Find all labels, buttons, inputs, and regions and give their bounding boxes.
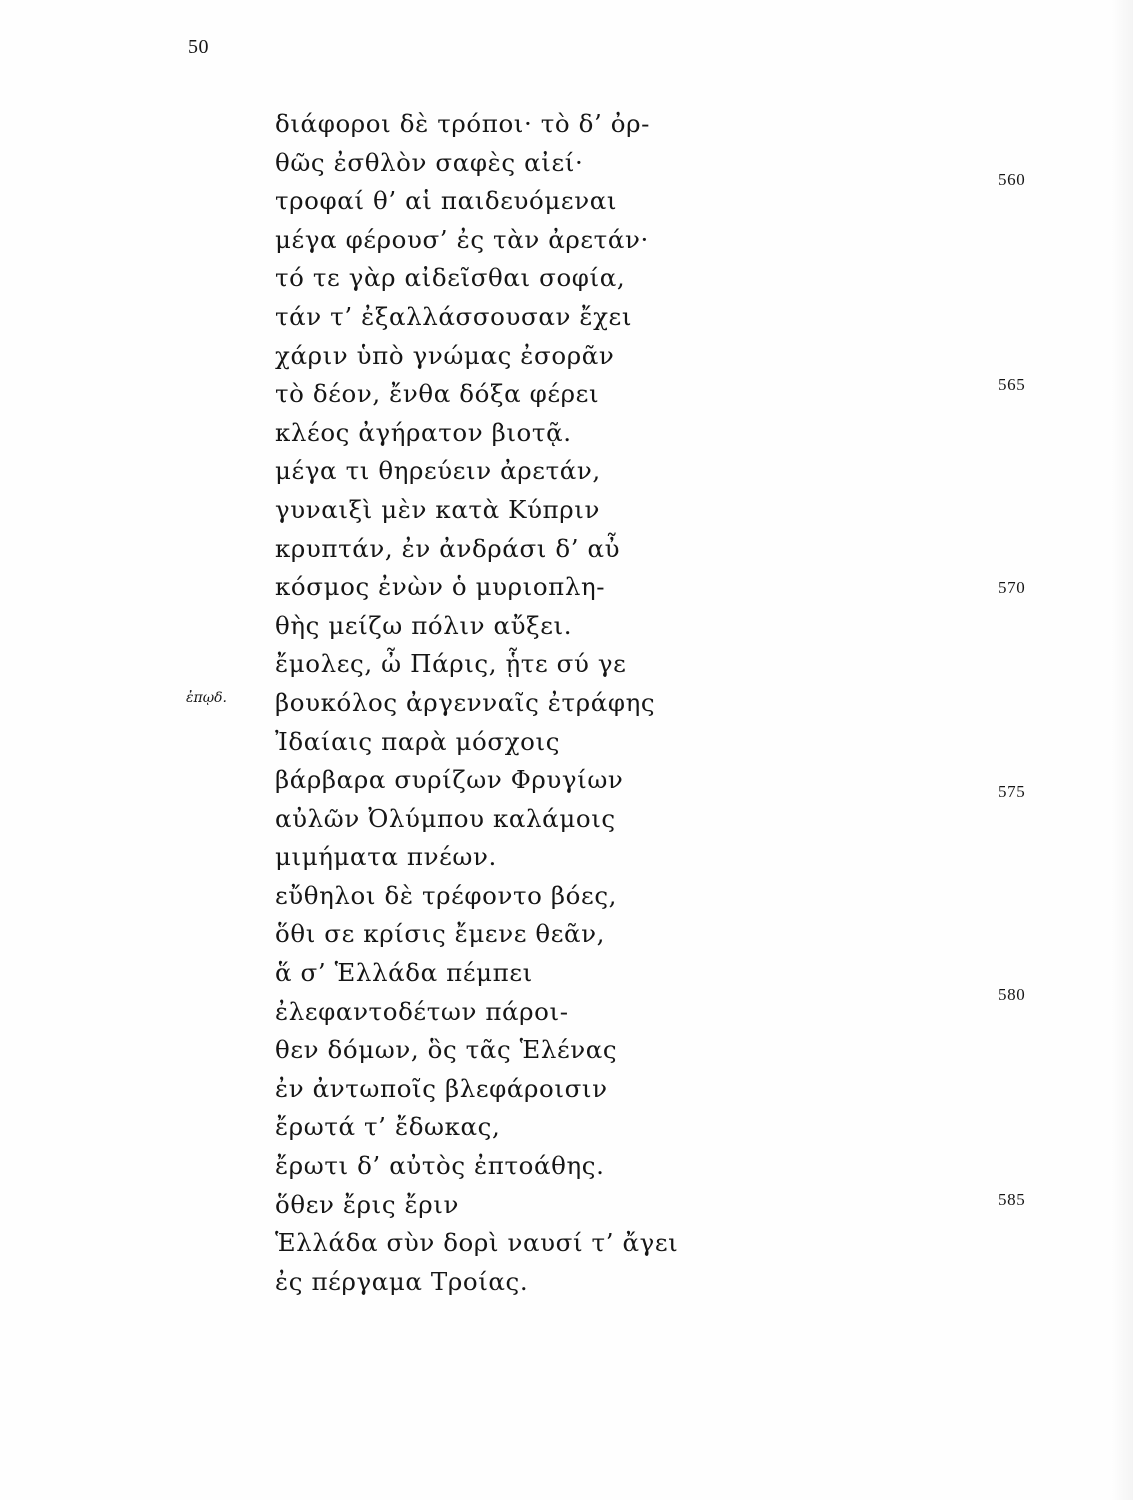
verse-line: ἔρωτά τ’ ἔδωκας, [275,1112,501,1142]
verse-line: Ἰδαίαις παρὰ μόσχοις [275,726,561,756]
verse-line: μιμήματα πνέων. [275,842,497,872]
verse-line: ὅθι σε κρίσις ἔμενε θεᾶν, [275,919,606,949]
section-label-epode: ἐπῳδ. [186,690,228,706]
line-number-570: 570 [998,578,1026,597]
verse-line: κόσμος ἐνὼν ὁ μυριοπλη- [275,572,606,602]
verse-line: Ἑλλάδα σὺν δορὶ ναυσί τ’ ἄγει [275,1228,679,1258]
verse-line: κλέος ἀγήρατον βιοτᾷ. [275,417,572,447]
verse-line: τὸ δέον, ἔνθα δόξα φέρει [275,379,600,409]
verse-line: τάν τ’ ἐξαλλάσσουσαν ἔχει [275,301,633,331]
verse-line: κρυπτάν, ἐν ἀνδράσι δ’ αὖ [275,533,621,563]
verse-line: θῶς ἐσθλὸν σαφὲς αἰεί· [275,147,584,177]
verse-line: βάρβαρα συρίζων Φρυγίων [275,765,624,795]
verse-line: ἐς πέργαμα Τροίας. [275,1266,529,1296]
verse-line: ἐν ἀντωποῖς βλεφάροισιν [275,1073,608,1103]
verse-line: ἐλεφαντοδέτων πάροι- [275,996,569,1026]
line-number-580: 580 [998,985,1026,1004]
verse-line: μέγα φέρουσ’ ἐς τὰν ἀρετάν· [275,224,649,254]
verse-line: βουκόλος ἀργενναῖς ἐτράφης [275,687,656,717]
verse-line: ἔρωτι δ’ αὐτὸς ἐπτοάθης. [275,1151,605,1181]
page-number: 50 [188,36,209,58]
verse-line: θεν δόμων, ὃς τᾶς Ἑλένας [275,1035,618,1065]
line-number-585: 585 [998,1190,1026,1209]
verse-line: τό τε γὰρ αἰδεῖσθαι σοφία, [275,263,626,293]
verse-line: ἅ σ’ Ἑλλάδα πέμπει [275,958,533,988]
verse-line: ὅθεν ἔρις ἔριν [275,1189,459,1219]
verse-line: μέγα τι θηρεύειν ἀρετάν, [275,456,601,486]
verse-line: εὔθηλοι δὲ τρέφοντο βόες, [275,880,618,910]
verse-line: αὐλῶν Ὀλύμπου καλάμοις [275,803,616,833]
verse-line: ἔμολες, ὦ Πάρις, ᾗτε σύ γε [275,649,627,679]
verse-line: θὴς μείζω πόλιν αὔξει. [275,610,573,640]
line-number-575: 575 [998,782,1026,801]
page-edge-shadow [1111,0,1133,1500]
line-number-565: 565 [998,375,1026,394]
verse-line: χάριν ὑπὸ γνώμας ἐσορᾶν [275,340,615,370]
verse-line: γυναιξὶ μὲν κατὰ Κύπριν [275,494,600,524]
line-number-560: 560 [998,170,1026,189]
verse-line: διάφοροι δὲ τρόποι· τὸ δ’ ὀρ- [275,109,651,138]
verse-block [275,105,678,1301]
verse-line: τροφαί θ’ αἱ παιδευόμεναι [275,186,618,216]
